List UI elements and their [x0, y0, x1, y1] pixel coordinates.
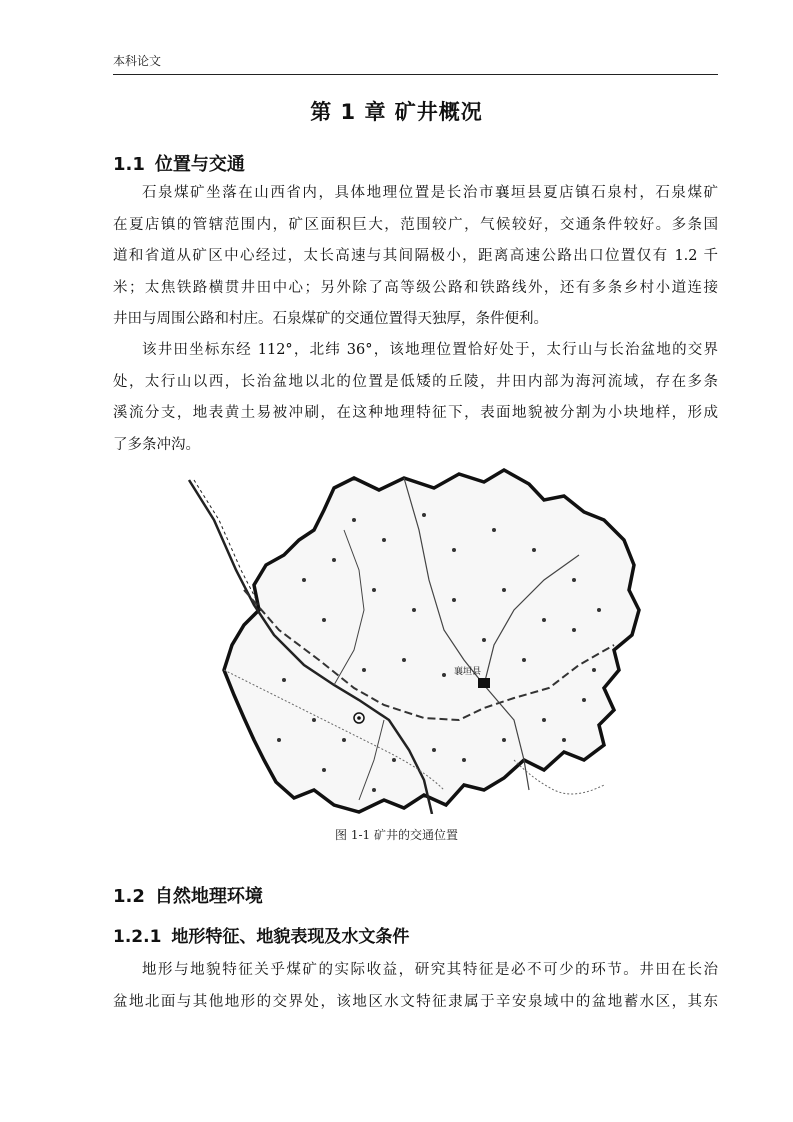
paragraph-line: 溪流分支，地表黄土易被冲刷，在这种地理特征下，表面地貌被分割为小块地样，形成 — [113, 405, 718, 422]
section-heading-1-2 — [113, 882, 263, 908]
paragraph-line: 米；太焦铁路横贯井田中心；另外除了高等级公路和铁路线外，还有多条乡村小道连接 — [113, 279, 718, 296]
paragraph-line: 处，太行山以西，长治盆地以北的位置是低矮的丘陵，井田内部为海河流域，存在多条 — [113, 373, 718, 390]
paragraph-terrain — [113, 955, 718, 1018]
paragraph-line: 盆地北面与其他地形的交界处，该地区水文特征隶属于辛安泉域中的盆地蓄水区，其东 — [113, 993, 718, 1010]
section-heading-1-2-1 — [113, 922, 409, 947]
section-number: 1.1 — [113, 154, 145, 175]
section-title: 自然地理环境 — [154, 886, 263, 907]
paragraph-line: 了多条冲沟。 — [113, 436, 200, 453]
header-rule — [113, 74, 718, 75]
traffic-location-map — [184, 460, 646, 814]
paragraph-line: 道和省道从矿区中心经过，太长高速与其间隔极小，距离高速公路出口位置仅有 1.2 千 — [113, 248, 718, 265]
county-town-label: 襄垣县 — [454, 667, 482, 677]
paragraph-location — [113, 178, 718, 336]
paragraph-line: 该井田坐标东经 112°，北纬 36°，该地理位置恰好处于，太行山与长治盆地的交界 — [142, 342, 718, 358]
running-head: 本科论文 — [113, 54, 162, 68]
map-drawing — [184, 460, 646, 814]
paragraph-line: 井田与周围公路和村庄。石泉煤矿的交通位置得天独厚，条件便利。 — [113, 311, 548, 328]
section-number: 1.2.1 — [113, 927, 162, 947]
figure-caption: 图 1-1 矿井的交通位置 — [335, 828, 458, 842]
section-title: 地形特征、地貌表现及水文条件 — [171, 927, 410, 947]
section-heading-1-1 — [113, 150, 245, 176]
chapter-title: 第 1 章 矿井概况 — [310, 100, 483, 124]
paragraph-line: 在夏店镇的管辖范围内，矿区面积巨大，范围较广，气候较好，交通条件较好。多条国 — [113, 216, 718, 233]
county-town-marker — [478, 678, 490, 688]
section-number: 1.2 — [113, 886, 145, 907]
paragraph-coordinates — [113, 335, 718, 461]
paragraph-line: 地形与地貌特征关乎煤矿的实际收益，研究其特征是必不可少的环节。井田在长治 — [142, 962, 718, 978]
paragraph-line: 石泉煤矿坐落在山西省内，具体地理位置是长治市襄垣县夏店镇石泉村，石泉煤矿 — [142, 185, 718, 201]
section-title: 位置与交通 — [154, 154, 245, 175]
